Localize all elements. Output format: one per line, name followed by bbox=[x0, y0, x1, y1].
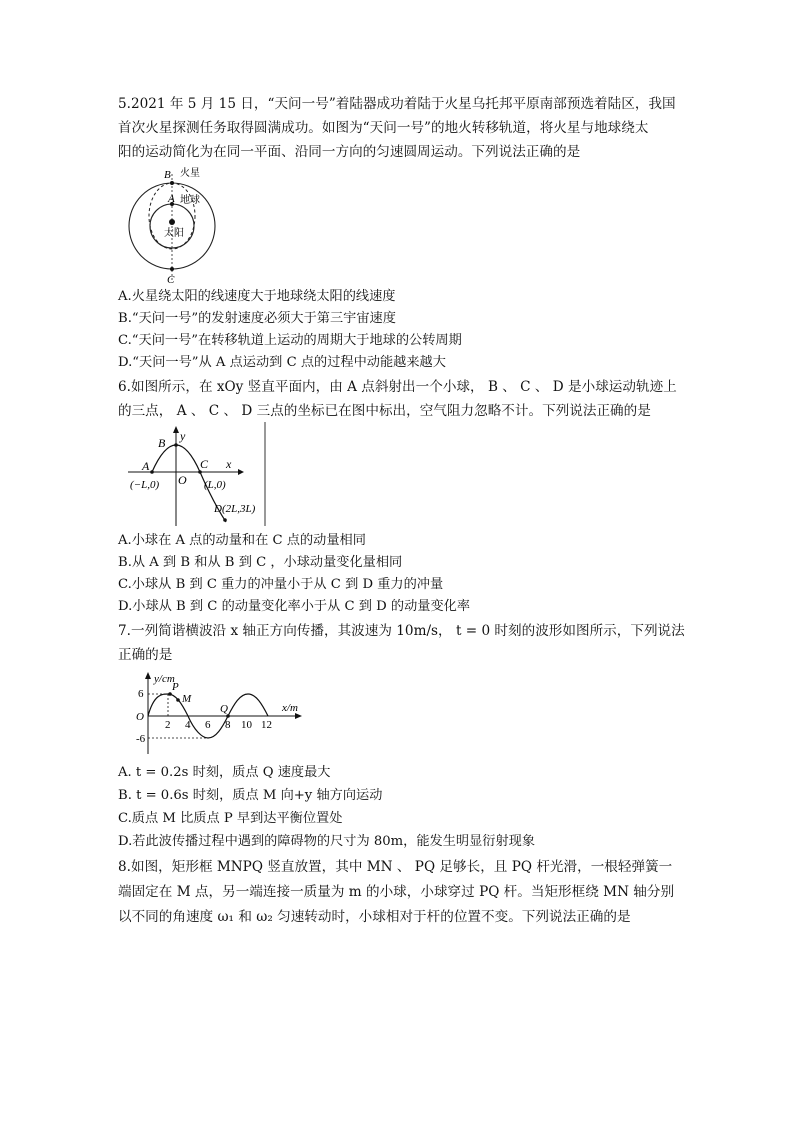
q7-option-a: A. t = 0.2s 时刻，质点 Q 速度最大 bbox=[118, 765, 331, 780]
q5-option-d: D.“天问一号”从 A 点运动到 C 点的过程中动能越来越大 bbox=[118, 355, 446, 370]
q6-option-d: D.小球从 B 到 C 的动量变化率小于从 C 到 D 的动量变化率 bbox=[118, 599, 471, 614]
point-c bbox=[170, 267, 174, 271]
label-o: O bbox=[178, 473, 187, 487]
tick-4: 4 bbox=[185, 719, 191, 731]
q5-option-b: B.“天问一号”的发射速度必须大于第三宇宙速度 bbox=[118, 311, 396, 326]
q5-stem-line-3: 阳的运动简化为在同一平面、沿同一方向的匀速圆周运动。下列说法正确的是 bbox=[118, 144, 581, 160]
x-axis-arrow bbox=[238, 469, 244, 475]
point-b bbox=[174, 443, 178, 447]
label-y-pos: 6 bbox=[138, 688, 144, 700]
q6-stem-line-1: 6.如图所示，在 xOy 竖直平面内，由 A 点斜射出一个小球， B 、 C 、 D 是小球运动轨迹上 bbox=[118, 379, 677, 395]
label-y: y bbox=[180, 429, 186, 443]
q7-option-b: B. t = 0.6s 时刻，质点 M 向+y 轴方向运动 bbox=[118, 788, 383, 803]
q6-stem-line-2: 的三点， A 、 C 、 D 三点的坐标已在图中标出，空气阻力忽略不计。下列说法正确的是 bbox=[118, 403, 651, 419]
point-d bbox=[223, 518, 227, 522]
label-a: A bbox=[168, 193, 175, 205]
label-mars: 火星 bbox=[180, 168, 200, 179]
label-o: O bbox=[136, 711, 144, 723]
q7-wave-figure bbox=[132, 668, 310, 756]
q8-stem-line-3: 以不同的角速度 ω₁ 和 ω₂ 匀速转动时，小球相对于杆的位置不变。下列说法正确的是 bbox=[118, 909, 631, 925]
q6-option-c: C.小球从 B 到 C 重力的冲量小于从 C 到 D 重力的冲量 bbox=[118, 577, 444, 592]
label-p: P bbox=[172, 681, 179, 693]
label-q: Q bbox=[220, 703, 228, 715]
q8-stem-line-2: 端固定在 M 点，另一端连接一质量为 m 的小球，小球穿过 PQ 杆。当矩形框绕 MN 轴分别 bbox=[118, 884, 675, 900]
q5-option-c: C.“天问一号”在转移轨道上运动的周期大于地球的公转周期 bbox=[118, 333, 462, 348]
q6-option-b: B.从 A 到 B 和从 B 到 C ，小球动量变化量相同 bbox=[118, 555, 403, 570]
y-axis-arrow bbox=[145, 672, 151, 679]
q5-option-a: A.火星绕太阳的线速度大于地球绕太阳的线速度 bbox=[118, 289, 396, 304]
q7-stem-line-2: 正确的是 bbox=[118, 647, 173, 663]
label-sun: 太阳 bbox=[164, 228, 184, 239]
tick-10: 10 bbox=[241, 719, 252, 731]
label-c: C bbox=[200, 457, 209, 471]
tick-2: 2 bbox=[165, 719, 171, 731]
q5-stem-line-2: 首次火星探测任务取得圆满成功。如图为“天问一号”的地火转移轨道，将火星与地球绕太 bbox=[118, 120, 649, 136]
label-xlabel: x/m bbox=[282, 702, 298, 714]
label-y-neg: -6 bbox=[136, 733, 146, 745]
q6-option-a: A.小球在 A 点的动量和在 C 点的动量相同 bbox=[118, 533, 366, 548]
label-earth: 地球 bbox=[180, 195, 200, 206]
tick-6: 6 bbox=[205, 719, 211, 731]
tick-8: 8 bbox=[225, 719, 231, 731]
q5-orbit-figure bbox=[124, 160, 246, 284]
sun-dot bbox=[169, 219, 175, 225]
q7-option-c: C.质点 M 比质点 P 早到达平衡位置处 bbox=[118, 811, 343, 826]
label-a: A bbox=[142, 459, 150, 473]
label-c-coord: (L,0) bbox=[204, 479, 226, 491]
q5-stem-line-1: 5.2021 年 5 月 15 日，“天问一号”着陆器成功着陆于火星乌托邦平原南部预选着陆区，我国 bbox=[118, 96, 676, 112]
point-a bbox=[150, 470, 154, 474]
q7-stem-line-1: 7.一列简谐横波沿 x 轴正方向传播，其波速为 10m/s， t = 0 时刻的波形如图所示，下列说法 bbox=[118, 623, 685, 639]
label-x: x bbox=[226, 457, 232, 471]
label-a-coord: (−L,0) bbox=[130, 479, 160, 491]
label-ylabel: y/cm bbox=[154, 673, 175, 685]
label-b: B bbox=[164, 169, 171, 181]
label-c: C bbox=[167, 274, 175, 284]
q6-trajectory-figure bbox=[118, 422, 270, 528]
point-b bbox=[170, 181, 174, 185]
label-b: B bbox=[158, 436, 166, 450]
q8-stem-line-1: 8.如图，矩形框 MNPQ 竖直放置，其中 MN 、 PQ 足够长，且 PQ 杆光滑，一根轻弹簧一 bbox=[118, 859, 673, 875]
point-m bbox=[176, 698, 180, 702]
y-axis-arrow bbox=[173, 426, 179, 433]
label-m: M bbox=[182, 693, 192, 705]
label-d-coord: D(2L,3L) bbox=[214, 503, 256, 515]
q7-option-d: D.若此波传播过程中遇到的障碍物的尺寸为 80m，能发生明显衍射现象 bbox=[118, 834, 536, 849]
tick-12: 12 bbox=[261, 719, 272, 731]
